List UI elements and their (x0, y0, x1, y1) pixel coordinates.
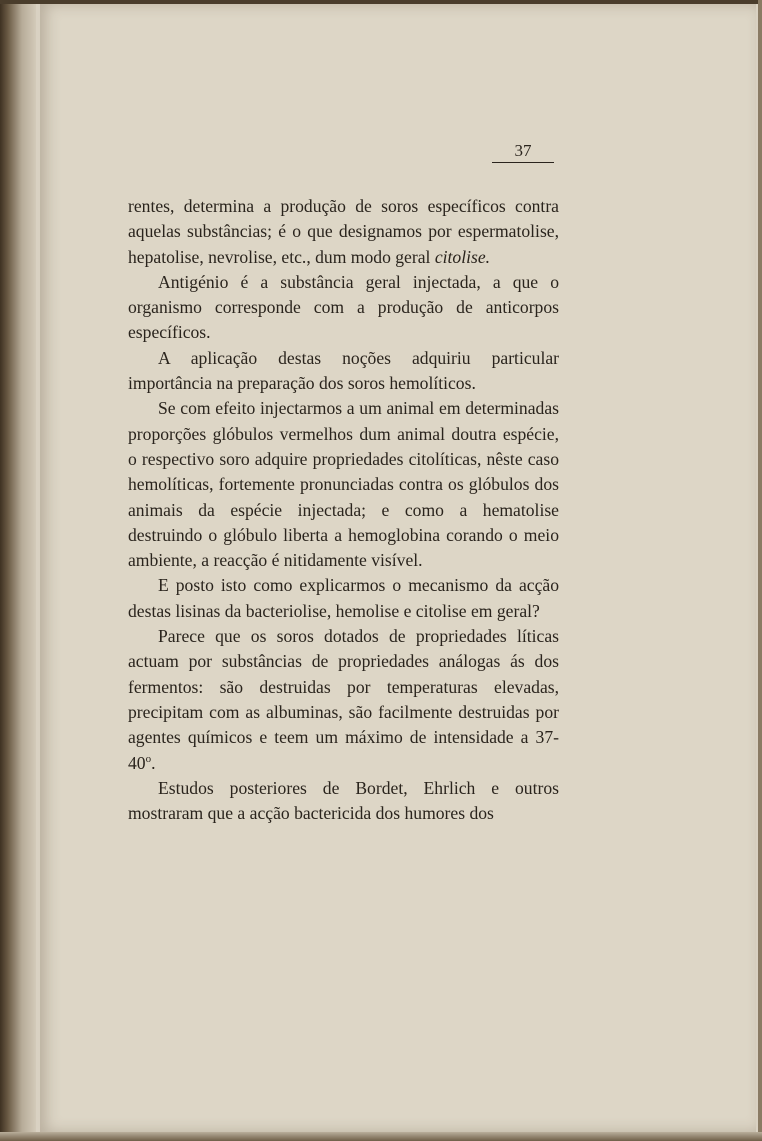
paragraph-6 (128, 624, 559, 776)
paragraph-1 (128, 194, 559, 270)
paragraph-4: Se com efeito injectarmos a um animal em determinadas proporções glóbulos vermelhos dum animal doutra espécie, o respectivo soro adquire propriedades citolíticas, nêste caso hemolíticas, fortemente pronunciadas contra os glóbulos dos animais da espécie injectada; e como a hematolise destruindo o glóbulo liberta a hemoglobina corando o meio ambiente, a reacção é nitidamente visível. (128, 398, 559, 571)
page-bottom-edge (0, 1132, 762, 1141)
page-number: 37 (492, 141, 554, 163)
page-right-edge (758, 0, 762, 1141)
paragraph-3: A aplicação destas noções adquiriu particular importância na preparação dos soros hemolíticos. (128, 347, 559, 394)
book-spine-shadow (0, 0, 36, 1141)
paragraph-2: Antigénio é a substância geral injectada, a que o organismo corresponde com a produção de anticorpos específicos. (128, 271, 559, 343)
page-top-edge (0, 0, 762, 4)
paragraph-1-italic-term: citolise. (434, 246, 491, 267)
paragraph-6-degree-sign: o (145, 752, 152, 765)
body-text (128, 194, 559, 826)
paragraph-5: E posto isto como explicarmos o mecanismo da acção destas lisinas da bacteriolise, hemolise e citolise em geral? (128, 575, 559, 621)
paragraph-6-tail: . (151, 752, 156, 773)
paragraph-7: Estudos posteriores de Bordet, Ehrlich e outros mostraram que a acção bactericida dos humores dos (128, 777, 559, 824)
paragraph-1-text: rentes, determina a produção de soros específicos contra aquelas substâncias; é o que designamos por espermatolise, hepatolise, nevrolise, etc., dum modo geral (128, 196, 559, 267)
paragraph-6-text: Parece que os soros dotados de propriedades líticas actuam por substâncias de propriedades análogas ás dos fermentos: são destruidas por temperaturas elevadas, precipitam com as albuminas, são facilmente destruidas por agentes químicos e teem um máximo de intensidade a 37-40 (128, 626, 559, 773)
